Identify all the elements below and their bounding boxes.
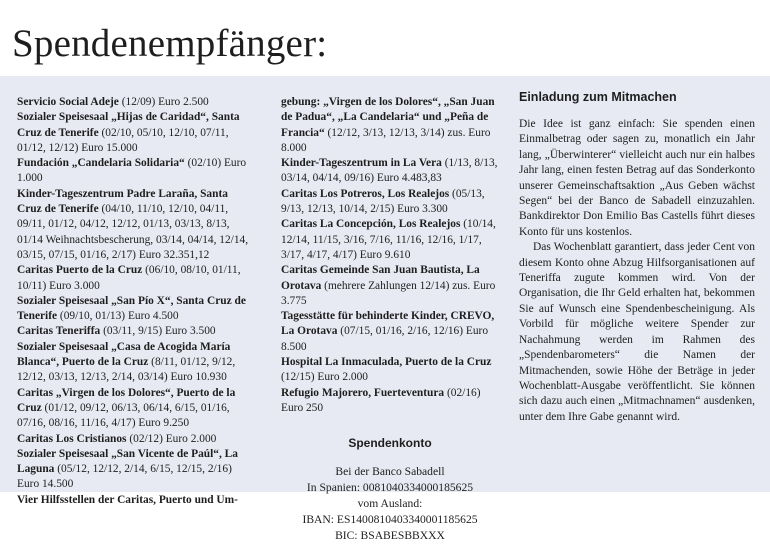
account-line: BIC: BSABESBBXXX: [335, 528, 445, 542]
recipient-entry: [17, 95, 255, 110]
recipient-name: Caritas Teneriffa: [17, 325, 101, 338]
recipient-entry: [17, 187, 255, 263]
recipient-entry: [281, 386, 499, 417]
recipient-entry: [17, 110, 255, 156]
recipient-entry: [17, 294, 255, 325]
page-title: Spendenempfänger:: [12, 22, 328, 65]
recipient-entry: [17, 263, 255, 294]
recipient-details: (06/10, 08/10, 01/11, 10/11) Euro 3.000: [17, 264, 241, 292]
recipient-details: (07/15, 01/16, 2/16, 12/16) Euro 8.500: [281, 325, 489, 353]
recipient-details: (12/09) Euro 2.500: [118, 96, 209, 108]
recipient-details: (02/10) Euro 1.000: [17, 157, 247, 185]
invitation-paragraph: Das Wochenblatt garantiert, dass jeder Cent von diesem Konto ohne Abzug Hilfsorganisationen auf Teneriffa zugute kommen wird. Von der Organisation, die Ihr Geld erhalten hat, bekommen Sie auf Wunsch eine Spendenbescheinigung. Als Vorbild für mögliche weitere Spender zur Nachahmung werden im Rahmen des „Spendenbarometers“ die Namen der Mitmachenden, sowie Höhe der Beträge in jeder Wochenblatt-Ausgabe veröffentlicht. Sie können sich dazu auch einen „Mitmachnamen“ ausdenken, unter dem Ihre Gabe genannt wird.: [519, 241, 755, 423]
recipient-details: (10/14, 12/14, 11/15, 3/16, 7/16, 11/16, 12/16, 1/17, 3/17, 4/17, 4/17) Euro 9.610: [281, 218, 496, 261]
recipient-entry: [17, 324, 255, 339]
account-line: Bei der Banco Sabadell: [335, 464, 445, 478]
recipient-entry: [281, 95, 499, 156]
account-line: IBAN: ES1400810403340001185625: [302, 512, 478, 526]
recipient-name: Vier Hilfsstellen der Caritas, Puerto und Um-: [17, 493, 238, 506]
recipient-details: (05/12, 12/12, 2/14, 6/15, 12/15, 2/16) Euro 14.500: [17, 463, 232, 491]
recipient-name: Fundación „Candelaria Solidaria“: [17, 157, 185, 170]
recipient-details: (02/16) Euro 250: [281, 386, 481, 414]
recipient-details: (1/13, 8/13, 03/14, 04/14, 09/16) Euro 4.483,83: [281, 157, 498, 185]
account-heading: Spendenkonto: [348, 436, 432, 451]
recipient-entry: [281, 187, 499, 218]
recipient-name: Sozialer Speisesaal „Hijas de Caridad“, Santa Cruz de Tenerife: [17, 111, 240, 139]
invitation-paragraph: Die Idee ist ganz einfach: Sie spenden einen Einmalbetrag oder sagen zu, monatlich ein Jahr lang, „Überwinterer“ vielleicht auch nur ein halbes Jahr lang, einen festen Betrag auf das Sonderkonto unserer Gemeinschaftsaktion „Aus Geben wächst Segen“ bei der Banco de Sabadell einzuzahlen. Bankdirektor Don Emilio Bas Castells führt dieses Konto für uns kostenlos.: [519, 118, 755, 238]
invitation-heading: Einladung zum Mitmachen: [519, 90, 677, 104]
recipient-entry: [17, 447, 255, 493]
recipient-name: Caritas Los Potreros, Los Realejos: [281, 187, 450, 200]
recipients-column-1: [17, 95, 255, 508]
recipient-details: (02/12) Euro 2.000: [126, 432, 217, 445]
recipients-column-2: [281, 95, 499, 544]
recipient-name: Caritas Los Cristianos: [17, 432, 127, 445]
recipient-name: gebung: „Virgen de los Dolores“, „San Juan de Padua“, „La Candelaria“ und „Peña de Francia“: [281, 96, 495, 139]
recipient-name: Tagesstätte für behinderte Kinder, CREVO, La Orotava: [281, 310, 495, 338]
recipient-name: Caritas Puerto de la Cruz: [17, 264, 143, 277]
recipient-name: Servicio Social Adeje: [17, 96, 119, 108]
recipient-name: Kinder-Tageszentrum Padre Laraña, Santa Cruz de Tenerife: [17, 187, 228, 216]
recipient-entry: [281, 355, 499, 386]
recipient-name: Sozialer Speisesaal „San Pío X“, Santa Cruz de Tenerife: [17, 294, 246, 323]
recipient-entry: [17, 386, 255, 432]
recipient-details: (02/10, 05/10, 12/10, 07/11, 01/12, 12/12) Euro 15.000: [17, 126, 229, 154]
donation-account: [281, 436, 499, 543]
recipient-details: (01/12, 09/12, 06/13, 06/14, 6/15, 01/16, 07/16, 08/16, 11/16, 4/17) Euro 9.250: [17, 401, 230, 430]
recipient-entry: [17, 432, 255, 447]
recipient-name: Hospital La Inmaculada, Puerto de la Cruz: [281, 356, 492, 369]
recipient-details: (09/10, 01/13) Euro 4.500: [57, 310, 179, 323]
recipient-name: Kinder-Tageszentrum in La Vera: [281, 157, 442, 170]
recipient-entry: [17, 156, 255, 187]
recipient-entry: [17, 340, 255, 386]
recipient-details: (mehrere Zahlungen 12/14) zus. Euro 3.775: [281, 279, 496, 307]
recipient-name: Sozialer Speisesaal „Casa de Acogida María Blanca“, Puerto de la Cruz: [17, 340, 231, 369]
recipient-entry: [281, 156, 499, 187]
recipient-details: (03/11, 9/15) Euro 3.500: [100, 325, 216, 338]
recipient-entry: [17, 493, 255, 508]
recipient-details: (12/15) Euro 2.000: [281, 371, 368, 384]
account-line: In Spanien: 0081040334000185625: [306, 480, 474, 494]
recipient-name: Refugio Majorero, Fuerteventura: [281, 386, 445, 399]
recipient-entry: [281, 263, 499, 309]
recipient-name: Caritas La Concepción, Los Realejos: [281, 218, 461, 231]
recipient-details: (05/13, 9/13, 12/13, 10/14, 2/15) Euro 3.300: [281, 187, 485, 216]
recipient-entry: [281, 309, 499, 355]
invitation-column: [519, 89, 755, 425]
recipient-details: (8/11, 01/12, 9/12, 12/12, 03/13, 12/13, 2/14, 03/14) Euro 10.930: [17, 356, 236, 384]
recipient-name: Sozialer Speisesaal „San Vicente de Paúl“, La Laguna: [17, 447, 238, 476]
recipient-details: (04/10, 11/10, 12/10, 04/11, 09/11, 01/12, 04/12, 12/12, 01/13, 03/13, 8/13, 01/14 Weihnachtsbescherung, 03/14, 04/14, 12/14, 03/15, 07/15, 01/16, 2/17) Euro 32.351,12: [17, 203, 249, 261]
recipient-entry: [281, 217, 499, 263]
recipient-name: Caritas „Virgen de los Dolores“, Puerto de la Cruz: [17, 386, 236, 414]
recipient-name: Caritas Gemeinde San Juan Bautista, La Orotava: [281, 264, 480, 292]
account-line: vom Ausland:: [357, 496, 423, 510]
recipient-details: (12/12, 3/13, 12/13, 3/14) zus. Euro 8.000: [281, 126, 491, 154]
